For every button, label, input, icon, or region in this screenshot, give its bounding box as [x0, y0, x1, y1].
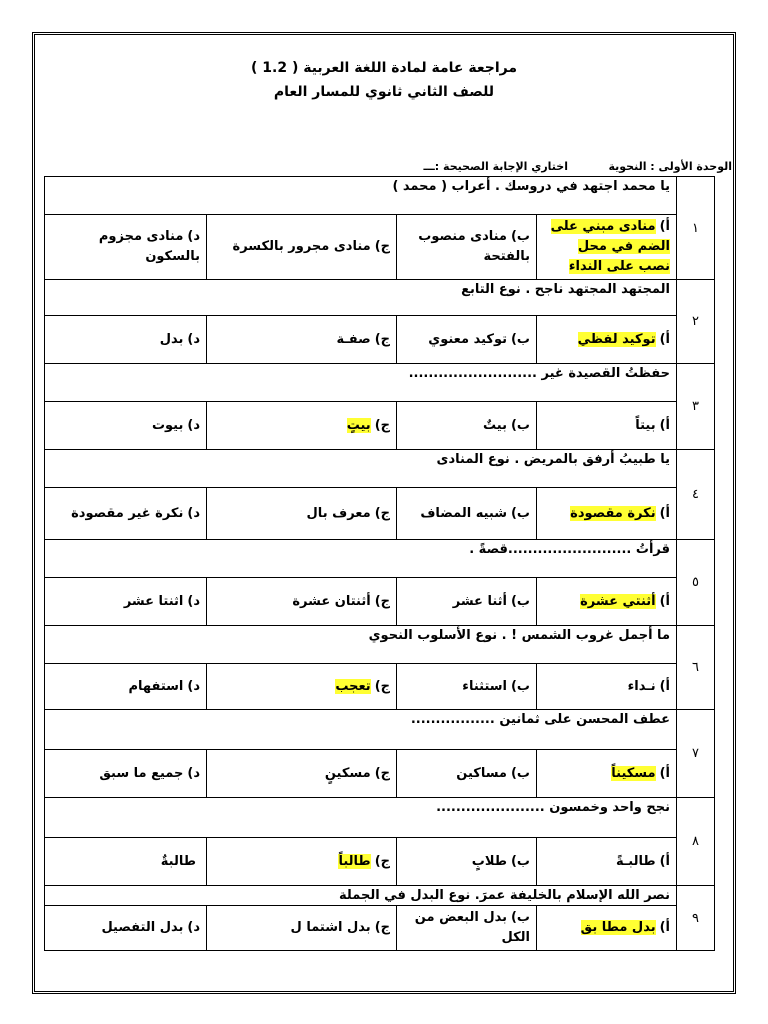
question-number: ٨ — [677, 798, 715, 886]
answer-option[interactable] — [397, 906, 537, 951]
answer-option[interactable] — [397, 215, 537, 280]
option-letter: ب) — [510, 331, 530, 347]
highlighted-answer-text: مسكيناً — [611, 765, 656, 781]
option-text: نكرة غير مقصودة — [71, 505, 184, 521]
answer-option[interactable] — [397, 664, 537, 710]
option-text: مسكينٍ — [324, 765, 371, 781]
answer-option[interactable] — [397, 838, 537, 886]
highlighted-answer-text: بيتٍ — [346, 417, 371, 433]
option-text: بدل اشتما ل — [290, 920, 371, 935]
answer-option[interactable] — [45, 316, 207, 364]
option-text: معرف بال — [306, 505, 371, 521]
highlighted-answer-text: تعجب — [335, 678, 371, 694]
answer-option[interactable] — [397, 402, 537, 450]
answer-option[interactable] — [207, 838, 397, 886]
option-letter: أ) — [659, 853, 670, 869]
option-letter: أ) — [659, 678, 670, 694]
question-row — [45, 280, 715, 316]
option-letter: ج) — [374, 853, 390, 869]
option-text: بدل التفصيل — [101, 920, 184, 935]
option-letter: ج) — [374, 331, 390, 347]
answer-option[interactable] — [45, 215, 207, 280]
option-text: نـداء — [627, 678, 656, 694]
answer-option[interactable] — [45, 488, 207, 540]
question-text: عطف المحسن على ثمانين ................. — [45, 710, 677, 750]
question-number: ٦ — [677, 626, 715, 710]
option-letter: د) — [187, 417, 200, 433]
instruction-label: اختاري الإجابة الصحيحة :ـــ — [423, 160, 568, 173]
answer-option[interactable] — [537, 402, 677, 450]
option-letter: د) — [187, 505, 200, 521]
options-row — [45, 664, 715, 710]
option-letter: ج) — [374, 239, 390, 254]
option-text: بيتٌ — [483, 417, 507, 433]
question-number: ١ — [677, 177, 715, 280]
option-letter: ب) — [510, 417, 530, 433]
answer-option[interactable] — [207, 316, 397, 364]
question-text: يا محمد اجتهد في دروسك . أعراب ( محمد ) — [45, 177, 677, 215]
question-text: نجح واحد وخمسون ...................... — [45, 798, 677, 838]
answer-option[interactable] — [397, 488, 537, 540]
document-title: مراجعة عامة لمادة اللغة العربية ( 1.2 ) — [250, 60, 517, 76]
option-text: بدل — [159, 331, 184, 347]
option-text: أثنتان عشرة — [292, 593, 371, 609]
options-row — [45, 906, 715, 951]
answer-option[interactable] — [537, 906, 677, 951]
option-letter: ج) — [374, 593, 390, 609]
option-letter: أ) — [659, 219, 670, 234]
question-number: ٣ — [677, 364, 715, 450]
answer-option[interactable] — [207, 215, 397, 280]
answer-option[interactable] — [45, 838, 207, 886]
option-text: صفـة — [336, 331, 371, 347]
highlighted-answer-text: بدل مطا بق — [580, 920, 656, 935]
option-letter: أ) — [659, 331, 670, 347]
option-letter: د) — [187, 920, 200, 935]
option-text: طالبـةً — [615, 853, 656, 869]
option-text: بيتاً — [635, 417, 656, 433]
answer-option[interactable] — [537, 664, 677, 710]
option-text: مساكين — [456, 765, 507, 781]
option-text: استثناء — [462, 678, 507, 694]
options-row — [45, 488, 715, 540]
answer-option[interactable] — [397, 750, 537, 798]
question-number: ٤ — [677, 450, 715, 540]
question-row — [45, 450, 715, 488]
highlighted-answer-text: أثنتي عشرة — [580, 593, 656, 609]
answer-option[interactable] — [45, 578, 207, 626]
option-text: بدل البعض من الكل — [414, 910, 530, 945]
highlighted-answer-text: توكيد لفظي — [577, 331, 656, 347]
option-letter: ب) — [510, 678, 530, 694]
option-letter: ب) — [510, 853, 530, 869]
answer-option[interactable] — [397, 578, 537, 626]
highlighted-answer-text: طالباً — [338, 853, 371, 869]
option-letter: ب) — [510, 505, 530, 521]
answer-option[interactable] — [45, 906, 207, 951]
options-row — [45, 402, 715, 450]
option-text: شبيه المضاف — [420, 505, 507, 521]
option-text: بيوت — [151, 417, 184, 433]
option-text: جميع ما سبق — [99, 765, 184, 781]
option-letter: ج) — [374, 505, 390, 521]
option-text: استفهام — [128, 678, 184, 694]
question-number: ٥ — [677, 540, 715, 626]
option-letter: ب) — [510, 593, 530, 609]
answer-option[interactable] — [537, 488, 677, 540]
options-row — [45, 750, 715, 798]
option-letter: ج) — [374, 920, 390, 935]
question-row — [45, 177, 715, 215]
option-letter: أ) — [659, 505, 670, 521]
option-letter: د) — [187, 229, 200, 244]
unit-label: الوحدة الأولى : النحوية — [608, 160, 732, 173]
options-row — [45, 316, 715, 364]
question-row — [45, 710, 715, 750]
option-letter: د) — [187, 331, 200, 347]
answer-option[interactable] — [537, 215, 677, 280]
question-row — [45, 626, 715, 664]
question-row — [45, 798, 715, 838]
option-letter: أ) — [659, 417, 670, 433]
option-text: طلابٍ — [471, 853, 507, 869]
highlighted-answer-text: نكرة مقصودة — [570, 505, 656, 521]
option-letter: ج) — [374, 678, 390, 694]
question-text: ما أجمل غروب الشمس ! . نوع الأسلوب النحوي — [45, 626, 677, 664]
question-text: المجتهد المجتهد ناجح . نوع التابع — [45, 280, 677, 316]
question-text: قرأتُ .........................قصةً . — [45, 540, 677, 578]
answer-option[interactable] — [207, 578, 397, 626]
answer-option[interactable] — [45, 750, 207, 798]
question-number: ٩ — [677, 886, 715, 951]
answer-option[interactable] — [45, 402, 207, 450]
option-letter: أ) — [659, 593, 670, 609]
option-letter: د) — [187, 678, 200, 694]
option-letter: د) — [187, 765, 200, 781]
question-number: ٢ — [677, 280, 715, 364]
option-text: اثنتا عشر — [123, 593, 184, 609]
option-text: توكيد معنوي — [428, 331, 507, 347]
options-row — [45, 838, 715, 886]
option-text: منادى مجرور بالكسرة — [232, 239, 371, 254]
option-letter: ب) — [510, 765, 530, 781]
question-row — [45, 886, 715, 906]
answer-option[interactable] — [537, 750, 677, 798]
highlighted-answer-text: منادى مبني على الضم في محل نصب على النداء — [550, 219, 670, 274]
option-text: منادى مجزوم بالسكون — [98, 229, 200, 264]
answer-option[interactable] — [45, 664, 207, 710]
option-letter: ج) — [374, 765, 390, 781]
question-text: نصر الله الإسلام بالخليفة عمرَ. نوع البدل في الجملة — [45, 886, 677, 906]
answer-option[interactable] — [207, 402, 397, 450]
options-row — [45, 215, 715, 280]
option-letter: د) — [187, 593, 200, 609]
document-subtitle: للصف الثاني ثانوي للمسار العام — [273, 84, 495, 100]
answer-option[interactable] — [207, 488, 397, 540]
answer-option[interactable] — [207, 664, 397, 710]
answer-option[interactable] — [207, 906, 397, 951]
answer-option[interactable] — [537, 578, 677, 626]
question-number: ٧ — [677, 710, 715, 798]
option-letter: أ) — [659, 920, 670, 935]
option-text: منادى منصوب بالفتحة — [418, 229, 530, 264]
option-text: طالبةٌ — [160, 853, 196, 869]
question-row — [45, 540, 715, 578]
question-row — [45, 364, 715, 402]
option-text: أثنا عشر — [452, 593, 507, 609]
answer-option[interactable] — [537, 316, 677, 364]
answer-option[interactable] — [397, 316, 537, 364]
option-letter: ب) — [510, 229, 530, 244]
option-letter: أ) — [659, 765, 670, 781]
question-text: يا طبيبُ أرفق بالمريض . نوع المنادى — [45, 450, 677, 488]
answer-option[interactable] — [537, 838, 677, 886]
option-letter: ج) — [374, 417, 390, 433]
options-row — [45, 578, 715, 626]
option-letter: ب) — [510, 910, 530, 925]
question-text: حفظتُ القصيدة غير .......................... — [45, 364, 677, 402]
answer-option[interactable] — [207, 750, 397, 798]
questions-table — [44, 176, 715, 951]
